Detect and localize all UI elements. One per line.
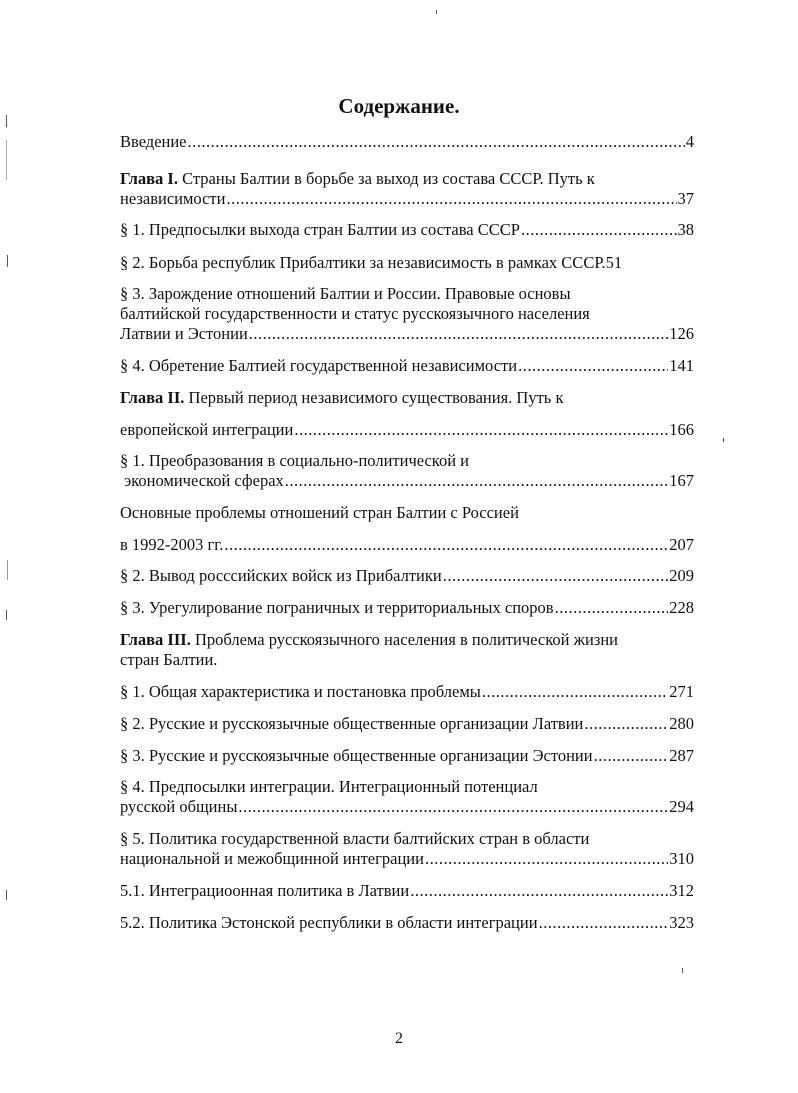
toc-entry[interactable]: § 2. Русские и русскоязычные общественные организации Латвии ..... 280: [120, 714, 694, 734]
toc-entry-line: § 1. Преобразования в социально-политической и: [120, 451, 470, 470]
toc-entry[interactable]: 5.2. Политика Эстонской республики в области интеграции ..... 323: [120, 913, 694, 933]
leader-dots: [224, 535, 668, 555]
toc-entry[interactable]: национальной и межобщинной интеграции ..... 310: [120, 849, 694, 869]
toc-entry-line: Глава II. Первый период независимого существования. Путь к: [120, 388, 564, 407]
chapter-label: Глава I.: [120, 169, 178, 188]
leader-dots: [238, 797, 668, 817]
toc-entry[interactable]: § 3. Русские и русскоязычные общественные организации Эстонии ..... 287: [120, 746, 694, 766]
toc-entry[interactable]: § 2. Борьба республик Прибалтики за независимость в рамках СССР.51: [120, 253, 623, 272]
chapter-label: Глава III.: [120, 630, 191, 649]
toc-entry[interactable]: независимости ..... 37: [120, 189, 694, 209]
toc-entry[interactable]: в 1992-2003 гг. ..... 207: [120, 535, 694, 555]
scan-speck: [6, 890, 7, 900]
toc-entry-line: Глава III. Проблема русскоязычного населения в политической жизни: [120, 630, 618, 649]
leader-dots: [521, 220, 677, 240]
scan-speck: [7, 255, 8, 267]
leader-dots: [594, 746, 669, 766]
toc-entry[interactable]: § 1. Предпосылки выхода стран Балтии из состава СССР ..... 38: [120, 220, 694, 240]
leader-dots: [555, 598, 669, 618]
toc-entry-page: 4: [685, 132, 694, 151]
toc-entry[interactable]: § 1. Общая характеристика и постановка проблемы ..... 271: [120, 682, 694, 702]
leader-dots: [226, 189, 676, 209]
toc-entry[interactable]: экономической сферах ..... 167: [120, 471, 694, 491]
chapter-label: Глава II.: [120, 388, 185, 407]
toc-entry-line: § 5. Политика государственной власти балтийских стран в области: [120, 829, 590, 848]
scan-speck: [7, 560, 8, 580]
toc-entry[interactable]: § 4. Обретение Балтией государственной независимости ..... 141: [120, 356, 694, 376]
toc-entry[interactable]: русской общины ..... 294: [120, 797, 694, 817]
leader-dots: [443, 566, 669, 586]
toc-entry-line: § 3. Зарождение отношений Балтии и России. Правовые основы: [120, 284, 571, 303]
page-title: Содержание.: [338, 94, 460, 118]
leader-dots: [410, 881, 668, 901]
scan-speck: [682, 968, 683, 973]
scan-speck: [6, 610, 7, 620]
leader-dots: [249, 324, 668, 344]
leader-dots: [584, 714, 668, 734]
toc-entry-line: § 4. Предпосылки интеграции. Интеграционный потенциал: [120, 777, 538, 796]
toc-entry[interactable]: § 3. Урегулирование пограничных и территориальных споров ..... 228: [120, 598, 694, 618]
toc-entry[interactable]: 5.1. Интеграциоонная политика в Латвии ..... 312: [120, 881, 694, 901]
toc-entry-line: стран Балтии.: [120, 650, 218, 669]
scan-speck: [6, 115, 7, 127]
leader-dots: [482, 682, 668, 702]
scan-speck: [723, 438, 724, 442]
leader-dots: [294, 420, 668, 440]
toc-entry-text: Введение: [120, 132, 187, 151]
toc-entry-line: Глава I. Страны Балтии в борьбе за выход из состава СССР. Путь к: [120, 169, 595, 188]
toc-entry[interactable]: европейской интеграции ..... 166: [120, 420, 694, 440]
toc-entry[interactable]: § 2. Вывод росссийских войск из Прибалтики ..... 209: [120, 566, 694, 586]
toc-entry[interactable]: [120, 132, 694, 152]
leader-dots: [425, 849, 668, 869]
leader-dots: [285, 471, 668, 491]
page-number: 2: [395, 1030, 403, 1047]
leader-dots: [539, 913, 669, 933]
scan-speck: [6, 140, 7, 180]
leader-dots: [188, 132, 685, 152]
toc-entry-line: Основные проблемы отношений стран Балтии с Россией: [120, 503, 519, 522]
scan-speck: [436, 10, 437, 14]
leader-dots: [518, 356, 668, 376]
toc-entry[interactable]: Латвии и Эстонии ..... 126: [120, 324, 694, 344]
toc-entry-line: балтийской государственности и статус русскоязычного населения: [120, 304, 590, 323]
